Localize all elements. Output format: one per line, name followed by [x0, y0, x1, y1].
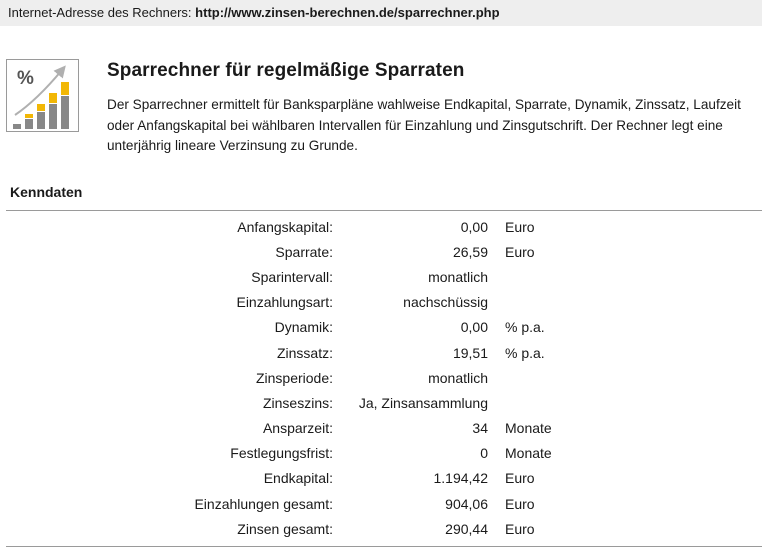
address-bar [0, 0, 762, 26]
table-row [6, 340, 625, 365]
row-value: 904,06 [445, 495, 488, 512]
row-unit [488, 264, 625, 289]
table-row [6, 516, 625, 541]
row-value: 0,00 [460, 218, 488, 235]
kenndaten-heading: Kenndaten [10, 184, 83, 200]
kenndaten-table [6, 214, 625, 541]
row-unit: Euro [505, 243, 535, 260]
row-label: Einzahlungsart: [236, 294, 333, 311]
calculator-url-link[interactable]: http://www.zinsen-berechnen.de/sparrechner.php [195, 5, 500, 20]
table-row [6, 416, 625, 441]
percent-growth-chart-icon [6, 59, 79, 132]
row-label: Ansparzeit: [262, 420, 333, 437]
row-label: Endkapital: [263, 470, 333, 487]
page-description: Der Sparrechner ermittelt für Banksparpläne wahlweise Endkapital, Sparrate, Dynamik, Zinssatz, Laufzeit oder Anfangskapital bei wählbaren Intervallen für Einzahlung und Zinsgutschrift. Der Rechner legt eine unterjährig lineare Verzinsung zu Grunde. [107, 97, 741, 153]
table-row [6, 365, 625, 390]
page-title: Sparrechner für regelmäßige Sparraten [107, 60, 465, 81]
table-row [6, 466, 625, 491]
row-value: 34 [472, 420, 488, 437]
row-label: Zinsen gesamt: [237, 520, 333, 537]
divider-top [6, 210, 762, 211]
table-row [6, 390, 625, 415]
row-value: nachschüssig [403, 294, 488, 311]
table-row [6, 290, 625, 315]
row-value: 290,44 [445, 520, 488, 537]
table-row [6, 441, 625, 466]
row-label: Zinssatz: [276, 344, 333, 361]
row-unit: % p.a. [505, 344, 545, 361]
row-value: monatlich [428, 268, 488, 285]
table-row [6, 239, 625, 264]
row-unit: Euro [505, 470, 535, 487]
row-label: Sparintervall: [251, 268, 333, 285]
row-value: 26,59 [452, 243, 488, 260]
row-label: Sparrate: [275, 243, 333, 260]
row-value: 19,51 [452, 344, 488, 361]
table-row [6, 315, 625, 340]
row-unit [488, 365, 625, 390]
row-label: Anfangskapital: [237, 218, 333, 235]
row-unit: Euro [505, 520, 535, 537]
table-row [6, 491, 625, 516]
row-value: 1.194,42 [433, 470, 488, 487]
row-unit [488, 390, 625, 415]
row-value: 0,00 [460, 319, 488, 336]
row-unit: Monate [505, 445, 552, 462]
table-row [6, 264, 625, 289]
row-unit: % p.a. [505, 319, 545, 336]
divider-bottom [6, 546, 762, 547]
table-row [6, 214, 625, 239]
row-label: Zinseszins: [262, 394, 333, 411]
address-label: Internet-Adresse des Rechners: [8, 5, 192, 20]
row-label: Zinsperiode: [255, 369, 333, 386]
row-unit [488, 290, 625, 315]
row-label: Einzahlungen gesamt: [194, 495, 333, 512]
row-value: Ja, Zinsansammlung [358, 394, 488, 411]
row-label: Festlegungsfrist: [230, 445, 333, 462]
row-unit: Euro [505, 218, 535, 235]
row-label: Dynamik: [274, 319, 333, 336]
percent-symbol: % [17, 68, 34, 89]
row-value: monatlich [428, 369, 488, 386]
row-unit: Euro [505, 495, 535, 512]
row-value: 0 [480, 445, 488, 462]
row-unit: Monate [505, 420, 552, 437]
